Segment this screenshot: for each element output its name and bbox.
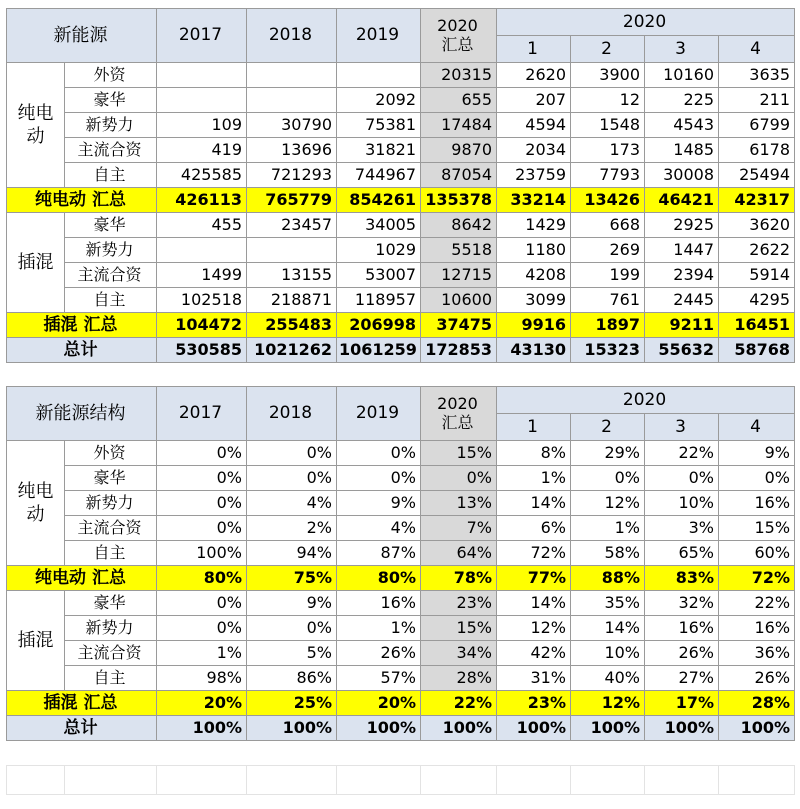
new-energy-volume-table [6,8,795,363]
data-cell: 29% [571,441,645,466]
total-cell: 80% [337,566,421,591]
total-cell: 255483 [247,313,337,338]
month-header: 2 [571,36,645,63]
data-cell: 14% [497,491,571,516]
data-cell: 8% [497,441,571,466]
year-header: 2019 [337,387,421,441]
data-cell: 53007 [337,263,421,288]
data-cell: 98% [157,666,247,691]
row-label: 豪华 [65,591,157,616]
data-cell: 35% [571,591,645,616]
data-cell: 211 [719,88,795,113]
grand-total-cell: 100% [645,716,719,741]
row-label: 主流合资 [65,263,157,288]
data-cell: 0% [157,516,247,541]
new-energy-structure-table [6,386,795,741]
data-cell: 30008 [645,163,719,188]
data-cell: 22% [645,441,719,466]
data-cell: 1180 [497,238,571,263]
data-cell: 2% [247,516,337,541]
data-cell: 31% [497,666,571,691]
grand-total-cell: 100% [337,716,421,741]
data-cell: 0% [247,441,337,466]
data-cell: 9% [337,491,421,516]
data-cell: 102518 [157,288,247,313]
data-cell: 207 [497,88,571,113]
data-cell [157,88,247,113]
row-label: 主流合资 [65,641,157,666]
data-cell: 16% [645,616,719,641]
data-cell: 75381 [337,113,421,138]
data-cell: 4594 [497,113,571,138]
data-cell: 16% [337,591,421,616]
data-cell: 419 [157,138,247,163]
data-cell: 1% [497,466,571,491]
data-cell: 27% [645,666,719,691]
table-row [7,641,795,666]
data-cell: 25494 [719,163,795,188]
year-total-header [421,9,497,63]
data-cell: 3% [645,516,719,541]
total-cell: 83% [645,566,719,591]
data-cell: 2034 [497,138,571,163]
data-cell: 4208 [497,263,571,288]
grand-total-cell: 100% [247,716,337,741]
total-cell: 9916 [497,313,571,338]
month-header: 4 [719,414,795,441]
group-label: 纯电动 [7,63,65,188]
data-cell: 7793 [571,163,645,188]
data-cell: 16% [719,616,795,641]
table-row [7,138,795,163]
table-row [7,163,795,188]
data-cell: 13696 [247,138,337,163]
total-cell: 20% [337,691,421,716]
data-cell: 34005 [337,213,421,238]
data-cell: 0% [157,466,247,491]
year-header: 2017 [157,387,247,441]
data-cell: 3620 [719,213,795,238]
data-cell [247,63,337,88]
total-cell: 77% [497,566,571,591]
data-cell: 40% [571,666,645,691]
data-cell: 2394 [645,263,719,288]
data-cell: 14% [497,591,571,616]
data-cell: 87054 [421,163,497,188]
table-row [7,491,795,516]
data-cell: 1% [337,616,421,641]
data-cell: 20315 [421,63,497,88]
data-cell: 58% [571,541,645,566]
data-cell: 34% [421,641,497,666]
year-total-header-sum: 汇总 [441,35,474,54]
data-cell: 6178 [719,138,795,163]
group-label: 插混 [7,213,65,313]
total-cell: 13426 [571,188,645,213]
total-cell: 75% [247,566,337,591]
group-total-row [7,566,795,591]
data-cell: 31821 [337,138,421,163]
grand-total-label: 总计 [7,338,157,363]
data-cell: 1029 [337,238,421,263]
data-cell: 0% [157,616,247,641]
data-cell: 2092 [337,88,421,113]
data-cell: 173 [571,138,645,163]
total-cell: 854261 [337,188,421,213]
year-header: 2018 [247,9,337,63]
grand-total-cell: 15323 [571,338,645,363]
year-total-header [421,387,497,441]
data-cell: 60% [719,541,795,566]
row-label: 豪华 [65,88,157,113]
data-cell: 1548 [571,113,645,138]
grand-total-cell: 100% [571,716,645,741]
data-cell: 3635 [719,63,795,88]
data-cell: 1447 [645,238,719,263]
table-row [7,213,795,238]
row-label: 新势力 [65,491,157,516]
data-cell [337,63,421,88]
data-cell: 1% [157,641,247,666]
data-cell: 10160 [645,63,719,88]
data-cell: 225 [645,88,719,113]
year-total-header-sum: 汇总 [441,413,474,432]
total-cell: 25% [247,691,337,716]
total-cell: 22% [421,691,497,716]
month-header: 1 [497,414,571,441]
data-cell: 26% [645,641,719,666]
grand-total-row [7,338,795,363]
row-label: 外资 [65,63,157,88]
data-cell: 2445 [645,288,719,313]
grand-total-cell: 100% [497,716,571,741]
data-cell: 72% [497,541,571,566]
total-cell: 206998 [337,313,421,338]
table-corner-label: 新能源结构 [7,387,157,441]
total-cell: 426113 [157,188,247,213]
total-cell: 42317 [719,188,795,213]
grand-total-cell: 55632 [645,338,719,363]
data-cell: 14% [571,616,645,641]
grand-total-label: 总计 [7,716,157,741]
row-label: 主流合资 [65,516,157,541]
row-label: 自主 [65,288,157,313]
data-cell: 668 [571,213,645,238]
data-cell: 23759 [497,163,571,188]
empty-trailing-row [6,765,795,795]
data-cell: 23457 [247,213,337,238]
table-row [7,263,795,288]
data-cell: 100% [157,541,247,566]
data-cell: 109 [157,113,247,138]
row-label: 新势力 [65,616,157,641]
data-cell: 3900 [571,63,645,88]
data-cell: 22% [719,591,795,616]
data-cell: 30790 [247,113,337,138]
grand-total-cell: 58768 [719,338,795,363]
data-cell [157,63,247,88]
table-row [7,466,795,491]
group-total-label: 纯电动 汇总 [7,566,157,591]
data-cell: 9870 [421,138,497,163]
data-cell: 0% [719,466,795,491]
total-cell: 80% [157,566,247,591]
total-cell: 12% [571,691,645,716]
year-header: 2019 [337,9,421,63]
data-cell: 4% [247,491,337,516]
data-cell: 744967 [337,163,421,188]
group-label: 纯电动 [7,441,65,566]
total-cell: 78% [421,566,497,591]
total-cell: 37475 [421,313,497,338]
data-cell: 10% [571,641,645,666]
data-cell: 12% [497,616,571,641]
period-year-header: 2020 [497,387,795,414]
data-cell: 0% [571,466,645,491]
data-cell: 2925 [645,213,719,238]
table-row [7,616,795,641]
data-cell: 16% [719,491,795,516]
data-cell: 4% [337,516,421,541]
row-label: 主流合资 [65,138,157,163]
data-cell: 17484 [421,113,497,138]
total-cell: 104472 [157,313,247,338]
data-cell: 0% [247,616,337,641]
data-cell: 65% [645,541,719,566]
table-row [7,666,795,691]
data-cell [157,238,247,263]
data-cell: 5518 [421,238,497,263]
data-cell: 118957 [337,288,421,313]
data-cell: 6799 [719,113,795,138]
data-cell: 218871 [247,288,337,313]
row-label: 自主 [65,541,157,566]
year-total-header-year: 2020 [437,394,478,413]
year-header: 2017 [157,9,247,63]
data-cell: 13% [421,491,497,516]
data-cell: 455 [157,213,247,238]
data-cell: 5% [247,641,337,666]
group-total-row [7,188,795,213]
total-cell: 765779 [247,188,337,213]
month-header: 3 [645,414,719,441]
table-row [7,113,795,138]
data-cell: 0% [337,466,421,491]
grand-total-cell: 100% [719,716,795,741]
total-cell: 17% [645,691,719,716]
table-row [7,63,795,88]
total-cell: 72% [719,566,795,591]
data-cell: 94% [247,541,337,566]
grand-total-row [7,716,795,741]
data-cell: 7% [421,516,497,541]
data-cell: 2622 [719,238,795,263]
table-corner-label: 新能源 [7,9,157,63]
table-row [7,541,795,566]
data-cell: 721293 [247,163,337,188]
data-cell: 0% [157,591,247,616]
table-row [7,441,795,466]
group-label: 插混 [7,591,65,691]
total-cell: 33214 [497,188,571,213]
grand-total-cell: 172853 [421,338,497,363]
data-cell: 655 [421,88,497,113]
data-cell: 26% [337,641,421,666]
data-cell: 86% [247,666,337,691]
data-cell: 12% [571,491,645,516]
month-header: 3 [645,36,719,63]
data-cell: 0% [421,466,497,491]
grand-total-cell: 1061259 [337,338,421,363]
row-label: 豪华 [65,466,157,491]
total-cell: 20% [157,691,247,716]
data-cell: 57% [337,666,421,691]
data-cell: 199 [571,263,645,288]
total-cell: 88% [571,566,645,591]
data-cell: 32% [645,591,719,616]
row-label: 新势力 [65,238,157,263]
table-row [7,516,795,541]
data-cell: 13155 [247,263,337,288]
data-cell: 3099 [497,288,571,313]
data-cell: 42% [497,641,571,666]
data-cell: 425585 [157,163,247,188]
row-label: 自主 [65,163,157,188]
table-row [7,238,795,263]
grand-total-cell: 100% [421,716,497,741]
data-cell: 64% [421,541,497,566]
row-label: 豪华 [65,213,157,238]
data-cell: 0% [157,441,247,466]
data-cell [247,238,337,263]
table-row [7,591,795,616]
period-year-header: 2020 [497,9,795,36]
group-total-label: 纯电动 汇总 [7,188,157,213]
data-cell: 0% [157,491,247,516]
data-cell: 269 [571,238,645,263]
row-label: 外资 [65,441,157,466]
data-cell: 4543 [645,113,719,138]
grand-total-cell: 530585 [157,338,247,363]
data-cell: 8642 [421,213,497,238]
group-total-label: 插混 汇总 [7,313,157,338]
data-cell: 0% [247,466,337,491]
data-cell: 87% [337,541,421,566]
table-row [7,88,795,113]
data-cell: 1485 [645,138,719,163]
data-cell: 23% [421,591,497,616]
total-cell: 28% [719,691,795,716]
data-cell: 12715 [421,263,497,288]
data-cell: 761 [571,288,645,313]
data-cell: 9% [247,591,337,616]
data-cell [247,88,337,113]
data-cell: 0% [645,466,719,491]
total-cell: 16451 [719,313,795,338]
data-cell: 15% [719,516,795,541]
data-cell: 26% [719,666,795,691]
data-cell: 36% [719,641,795,666]
year-total-header-year: 2020 [437,16,478,35]
row-label: 自主 [65,666,157,691]
grand-total-cell: 43130 [497,338,571,363]
total-cell: 46421 [645,188,719,213]
data-cell: 1499 [157,263,247,288]
group-total-label: 插混 汇总 [7,691,157,716]
month-header: 4 [719,36,795,63]
data-cell: 10% [645,491,719,516]
table-row [7,288,795,313]
grand-total-cell: 100% [157,716,247,741]
data-cell: 15% [421,616,497,641]
data-cell: 1% [571,516,645,541]
data-cell: 9% [719,441,795,466]
grand-total-cell: 1021262 [247,338,337,363]
month-header: 1 [497,36,571,63]
data-cell: 1429 [497,213,571,238]
total-cell: 1897 [571,313,645,338]
row-label: 新势力 [65,113,157,138]
data-cell: 28% [421,666,497,691]
data-cell: 0% [337,441,421,466]
year-header: 2018 [247,387,337,441]
total-cell: 23% [497,691,571,716]
data-cell: 6% [497,516,571,541]
data-cell: 2620 [497,63,571,88]
group-total-row [7,313,795,338]
total-cell: 135378 [421,188,497,213]
total-cell: 9211 [645,313,719,338]
data-cell: 10600 [421,288,497,313]
month-header: 2 [571,414,645,441]
group-total-row [7,691,795,716]
data-cell: 5914 [719,263,795,288]
data-cell: 12 [571,88,645,113]
data-cell: 4295 [719,288,795,313]
data-cell: 15% [421,441,497,466]
